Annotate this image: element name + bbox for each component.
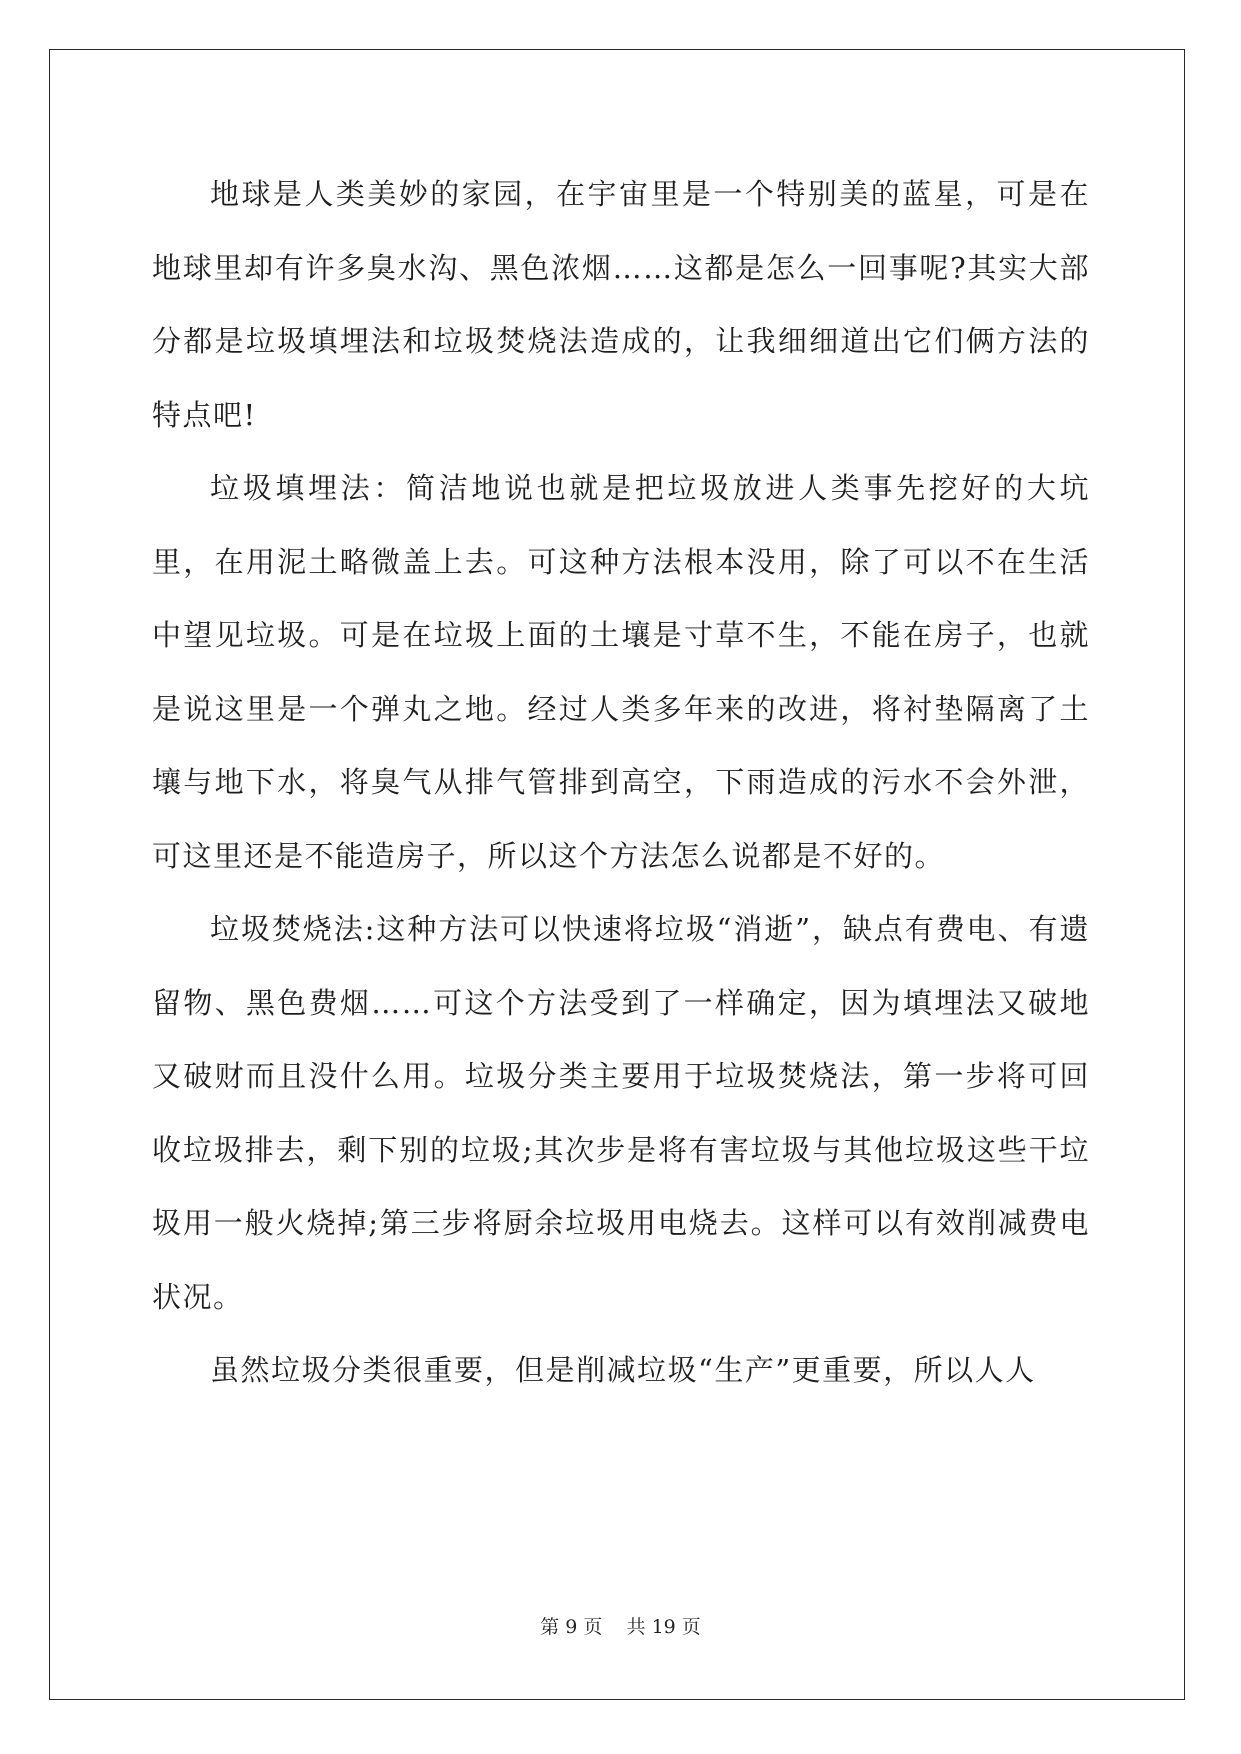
page-number-label: 第 9 页 共 19 页 xyxy=(540,1616,701,1638)
paragraph: 垃圾填埋法：简洁地说也就是把垃圾放进人类事先挖好的大坑里，在用泥土略微盖上去。可这种方法根本没用，除了可以不在生活中望见垃圾。可是在垃圾上面的土壤是寸草不生，不能在房子，也就是说这里是一个弹丸之地。经过人类多年来的改进，将衬垫隔离了土壤与地下水，将臭气从排气管排到高空，下雨造成的污水不会外泄，可这里还是不能造房子，所以这个方法怎么说都是不好的。 xyxy=(152,471,1090,873)
page-number-footer xyxy=(0,1612,1241,1639)
paragraph: 垃圾焚烧法:这种方法可以快速将垃圾“消逝”，缺点有费电、有遗留物、黑色费烟……可这个方法受到了一样确定，因为填埋法又破地又破财而且没什么用。垃圾分类主要用于垃圾焚烧法，第一步将可回收垃圾排去，剩下别的垃圾;其次步是将有害垃圾与其他垃圾这些干垃圾用一般火烧掉;第三步将厨余垃圾用电烧去。这样可以有效削减费电状况。 xyxy=(152,912,1090,1314)
paragraph: 虽然垃圾分类很重要，但是削减垃圾“生产”更重要，所以人人 xyxy=(210,1353,1036,1387)
document-body xyxy=(152,158,1090,1408)
paragraph: 地球是人类美妙的家园，在宇宙里是一个特别美的蓝星，可是在地球里却有许多臭水沟、黑色浓烟……这都是怎么一回事呢?其实大部分都是垃圾填埋法和垃圾焚烧法造成的，让我细细道出它们俩方法的特点吧! xyxy=(152,177,1090,432)
